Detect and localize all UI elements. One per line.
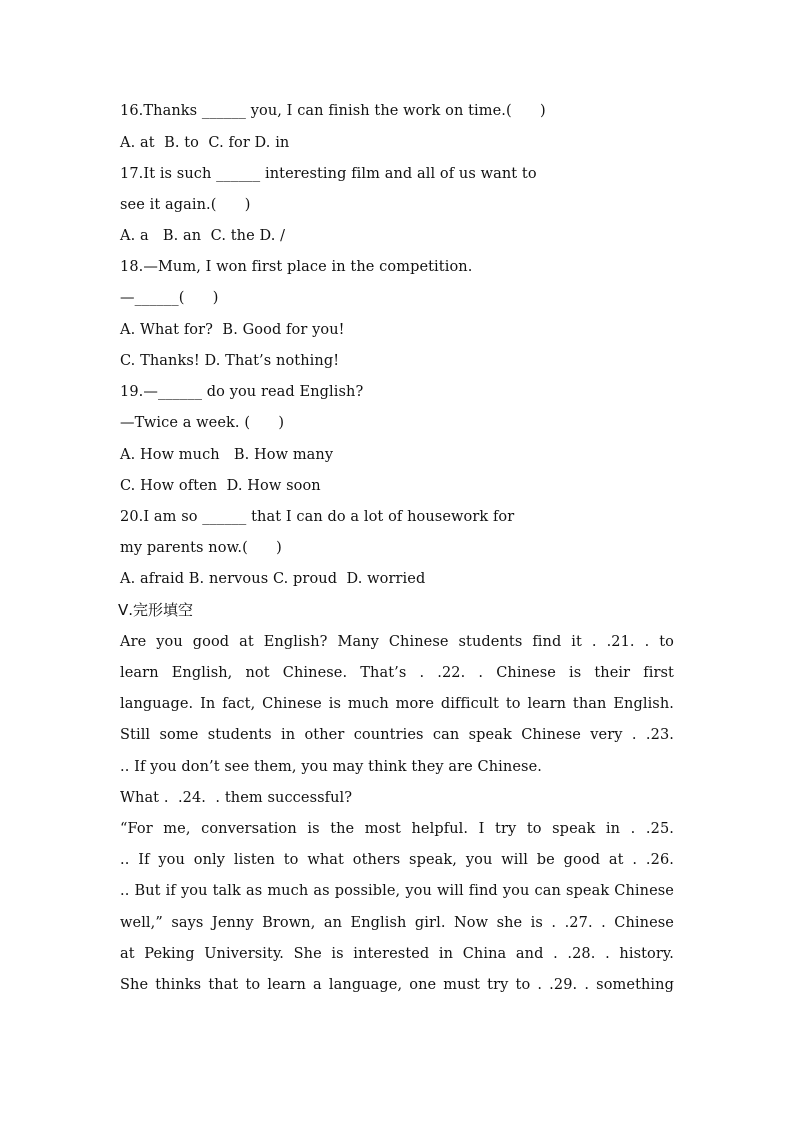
question-20-stem-line2: my parents now.( ) bbox=[120, 540, 282, 556]
passage-line: She thinks that to learn a language, one must try to . .29. . something bbox=[120, 977, 674, 993]
question-17-options: A. a B. an C. the D. / bbox=[120, 228, 286, 244]
question-19-options-line1: A. How much B. How many bbox=[120, 447, 334, 463]
question-19-options-line2: C. How often D. How soon bbox=[120, 478, 321, 494]
question-16-stem: 16.Thanks ______ you, I can finish the work on time.( ) bbox=[120, 103, 546, 119]
passage-line: language. In fact, Chinese is much more difficult to learn than English. bbox=[120, 696, 674, 712]
question-17-stem-line2: see it again.( ) bbox=[120, 197, 251, 213]
question-19-stem-line2: —Twice a week. ( ) bbox=[120, 415, 285, 431]
question-18-options-line1: A. What for? B. Good for you! bbox=[120, 322, 345, 338]
passage-line: learn English, not Chinese. That’s . .22. . Chinese is their first bbox=[120, 665, 674, 681]
section-heading: Ⅴ.完形填空 bbox=[118, 601, 194, 619]
passage-line: at Peking University. She is interested in China and . .28. . history. bbox=[120, 946, 674, 962]
passage-line: “For me, conversation is the most helpful. I try to speak in . .25. bbox=[120, 821, 674, 837]
passage-line: What . .24. . them successful? bbox=[120, 790, 353, 806]
question-18-stem-line1: 18.—Mum, I won first place in the competition. bbox=[120, 259, 473, 275]
passage-line: well,” says Jenny Brown, an English girl. Now she is . .27. . Chinese bbox=[120, 915, 674, 931]
question-19-stem-line1: 19.—______ do you read English? bbox=[120, 384, 364, 400]
passage-line: Are you good at English? Many Chinese students find it . .21. . to bbox=[120, 634, 674, 650]
passage-line: Still some students in other countries can speak Chinese very . .23. bbox=[120, 727, 674, 743]
question-20-options: A. afraid B. nervous C. proud D. worried bbox=[120, 571, 426, 587]
question-16-options: A. at B. to C. for D. in bbox=[120, 135, 290, 151]
question-17-stem-line1: 17.It is such ______ interesting film and all of us want to bbox=[120, 166, 537, 182]
passage-line: .. But if you talk as much as possible, you will find you can speak Chinese bbox=[120, 883, 674, 899]
passage-line: .. If you only listen to what others speak, you will be good at . .26. bbox=[120, 852, 674, 868]
passage-line: .. If you don’t see them, you may think they are Chinese. bbox=[120, 759, 542, 775]
question-20-stem-line1: 20.I am so ______ that I can do a lot of housework for bbox=[120, 509, 515, 525]
question-18-options-line2: C. Thanks! D. That’s nothing! bbox=[120, 353, 340, 369]
question-18-stem-line2: —______( ) bbox=[120, 290, 219, 306]
